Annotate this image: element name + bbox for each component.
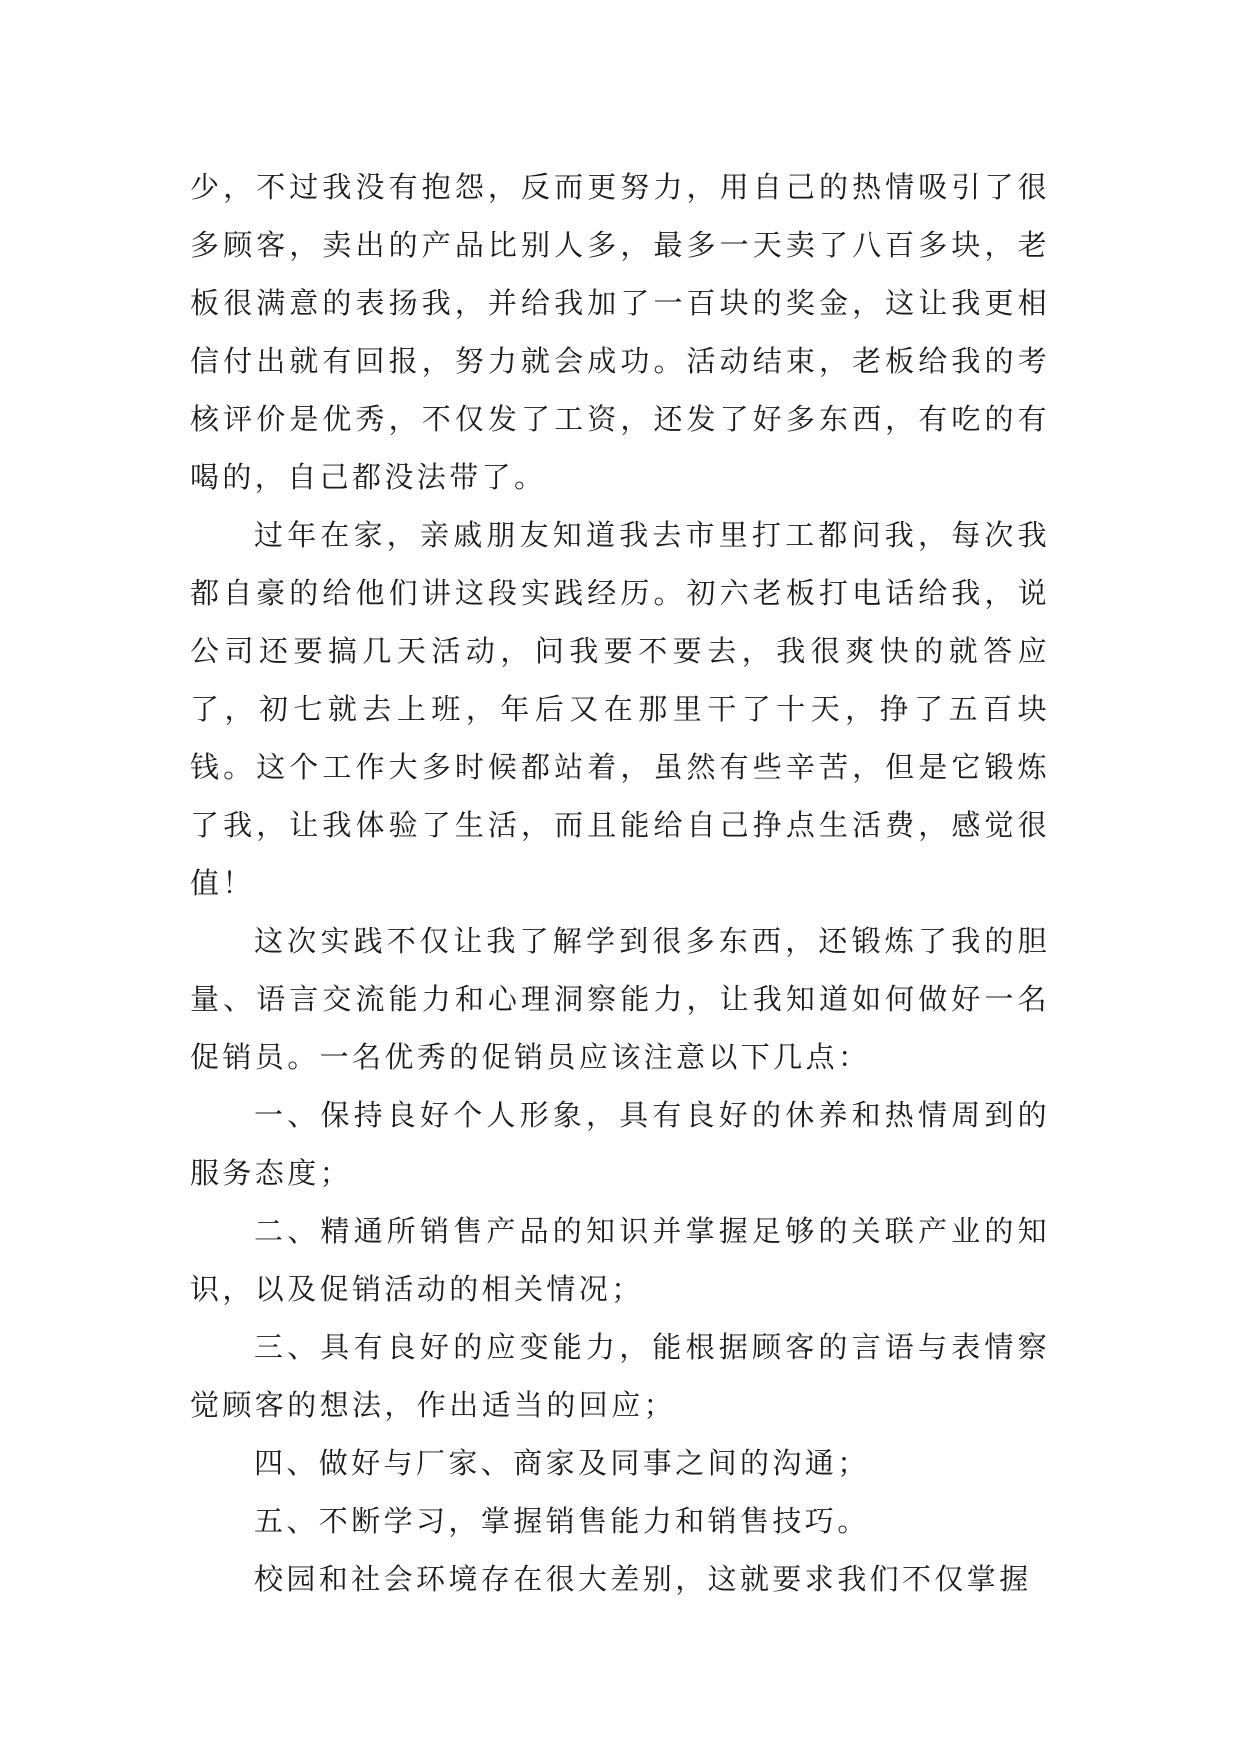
list-item-point-1: 一、保持良好个人形象，具有良好的休养和热情周到的服务态度； [190,1098,1050,1190]
paragraph-continuation: 少，不过我没有抱怨，反而更努力，用自己的热情吸引了很多顾客，卖出的产品比别人多，最多一天卖了八百多块，老板很满意的表扬我，并给我加了一百块的奖金，这让我更相信付出就有回报，努力就会成功。活动结束，老板给我的考核评价是优秀，不仅发了工资，还发了好多东西，有吃的有喝的，自己都没法带了。 [190,170,1050,494]
list-item-point-2: 二、精通所销售产品的知识并掌握足够的关联产业的知识，以及促销活动的相关情况； [190,1214,1050,1306]
list-item-point-5: 五、不断学习，掌握销售能力和销售技巧。 [254,1504,870,1538]
paragraph-new-year: 过年在家，亲戚朋友知道我去市里打工都问我，每次我都自豪的给他们讲这段实践经历。初六老板打电话给我，说公司还要搞几天活动，问我要不要去，我很爽快的就答应了，初七就去上班，年后又在那里干了十天，挣了五百块钱。这个工作大多时候都站着，虽然有些辛苦，但是它锻炼了我，让我体验了生活，而且能给自己挣点生活费，感觉很值！ [190,518,1050,900]
list-item-point-4: 四、做好与厂家、商家及同事之间的沟通； [254,1446,870,1480]
paragraph-campus-society: 校园和社会环境存在很大差别，这就要求我们不仅掌握 [254,1562,1032,1596]
paragraph-practice-summary: 这次实践不仅让我了解学到很多东西，还锻炼了我的胆量、语言交流能力和心理洞察能力，让我知道如何做好一名促销员。一名优秀的促销员应该注意以下几点： [190,924,1050,1074]
list-item-point-3: 三、具有良好的应变能力，能根据顾客的言语与表情察觉顾客的想法，作出适当的回应； [190,1330,1050,1422]
document-body [190,158,1050,1608]
